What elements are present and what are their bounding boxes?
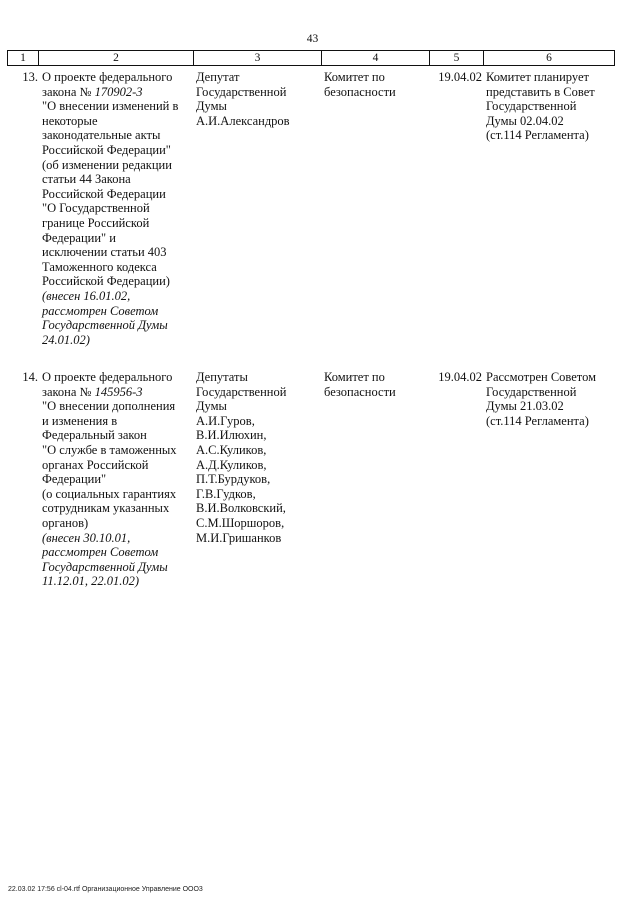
date: 19.04.02 (438, 70, 482, 84)
column-number-6: 6 (484, 51, 615, 66)
description-line: органов) (42, 515, 89, 530)
submission-note-line: рассмотрен Советом (42, 545, 159, 560)
submission-note-line: Государственной Думы (42, 318, 168, 333)
status-note-line: (ст.114 Регламента) (486, 413, 589, 428)
status-note-line: Государственной (486, 99, 577, 114)
status-note-line: Рассмотрен Советом (486, 370, 597, 384)
initiator-line: Депутат (196, 70, 240, 84)
initiator-line: А.С.Куликов, (196, 442, 267, 457)
bill-description (42, 70, 190, 347)
initiator-line: Думы (196, 99, 227, 114)
bill-number: 145956-3 (94, 384, 143, 399)
initiator-line: А.И.Александров (196, 113, 290, 128)
initiator-line: Государственной (196, 84, 287, 99)
status-note (486, 370, 608, 428)
description-line: статьи 44 Закона (42, 172, 131, 187)
bill-description (42, 370, 190, 589)
description-line: и изменения в (42, 413, 118, 428)
column-number-1: 1 (8, 51, 39, 66)
description-line: "О внесении дополнения (42, 399, 176, 414)
description-line: Российской Федерации (42, 186, 166, 201)
description-line: (об изменении редакции (42, 157, 172, 172)
description-line: О проекте федерального (42, 370, 173, 384)
submission-note-line: рассмотрен Советом (42, 303, 159, 318)
description-line: Российской Федерации) (42, 274, 170, 289)
column-header-table (7, 50, 615, 66)
bill-number-line: закона № 170902-3 (42, 84, 143, 99)
page-number: 43 (306, 33, 319, 45)
submission-note-line: (внесен 30.10.01, (42, 530, 131, 545)
initiator-line: В.И.Волковский, (196, 501, 286, 516)
initiator (196, 70, 320, 128)
description-line: Российской Федерации" (42, 142, 171, 157)
initiator-line: А.Д.Куликов, (196, 457, 267, 472)
submission-note-line: 24.01.02) (42, 332, 90, 347)
committee (324, 370, 428, 399)
description-line: границе Российской (42, 215, 150, 230)
initiator-line: М.И.Гришанков (196, 530, 282, 545)
description-line: Федерации" и (42, 230, 116, 245)
description-line: Федерации" (42, 472, 107, 487)
initiator-line: П.Т.Бурдуков, (196, 472, 271, 487)
date: 19.04.02 (438, 370, 482, 384)
status-note-line: представить в Совет (486, 84, 595, 99)
initiator-line: С.М.Шоршоров, (196, 515, 285, 530)
status-note-line: Комитет планирует (486, 70, 589, 84)
description-line: Таможенного кодекса (42, 259, 157, 274)
committee (324, 70, 428, 99)
initiator-line: Государственной (196, 384, 287, 399)
column-header-row (8, 51, 615, 66)
committee-line: Комитет по (324, 370, 385, 384)
initiator-line: Депутаты (196, 370, 248, 384)
submission-note-line: Государственной Думы (42, 559, 168, 574)
initiator-line: Думы (196, 399, 227, 414)
description-line: "О службе в таможенных (42, 442, 177, 457)
description-line: сотрудникам указанных (42, 501, 170, 516)
committee-line: Комитет по (324, 70, 385, 84)
description-line: Федеральный закон (42, 428, 147, 443)
status-note-line: Думы 02.04.02 (486, 113, 564, 128)
column-number-5: 5 (430, 51, 484, 66)
submission-note-line: 11.12.01, 22.01.02) (42, 574, 139, 589)
submission-note-line: (внесен 16.01.02, (42, 288, 131, 303)
description-line: законодательные акты (42, 128, 161, 143)
status-note-line: (ст.114 Регламента) (486, 128, 589, 143)
description-line: (о социальных гарантиях (42, 486, 177, 501)
committee-line: безопасности (324, 384, 396, 399)
description-line: исключении статьи 403 (42, 245, 167, 260)
description-line: О проекте федерального (42, 70, 173, 84)
column-number-4: 4 (322, 51, 430, 66)
description-line: "О внесении изменений в (42, 99, 179, 114)
column-number-3: 3 (194, 51, 322, 66)
description-line: "О Государственной (42, 201, 150, 216)
status-note-line: Думы 21.03.02 (486, 399, 564, 414)
status-note (486, 70, 608, 143)
row-number: 13. (22, 70, 38, 84)
footer-stamp: 22.03.02 17:56 cl-04.rtf Организационное Управление ООО3 (8, 886, 203, 893)
bill-number-line: закона № 145956-3 (42, 384, 143, 399)
initiator-line: А.И.Гуров, (196, 413, 255, 428)
initiator-line: Г.В.Гудков, (196, 486, 256, 501)
column-number-2: 2 (39, 51, 194, 66)
initiator (196, 370, 320, 545)
status-note-line: Государственной (486, 384, 577, 399)
row-number: 14. (22, 370, 38, 384)
bill-number: 170902-3 (94, 84, 143, 99)
description-line: органах Российской (42, 457, 149, 472)
committee-line: безопасности (324, 84, 396, 99)
description-line: некоторые (42, 113, 98, 128)
initiator-line: В.И.Илюхин, (196, 428, 267, 443)
